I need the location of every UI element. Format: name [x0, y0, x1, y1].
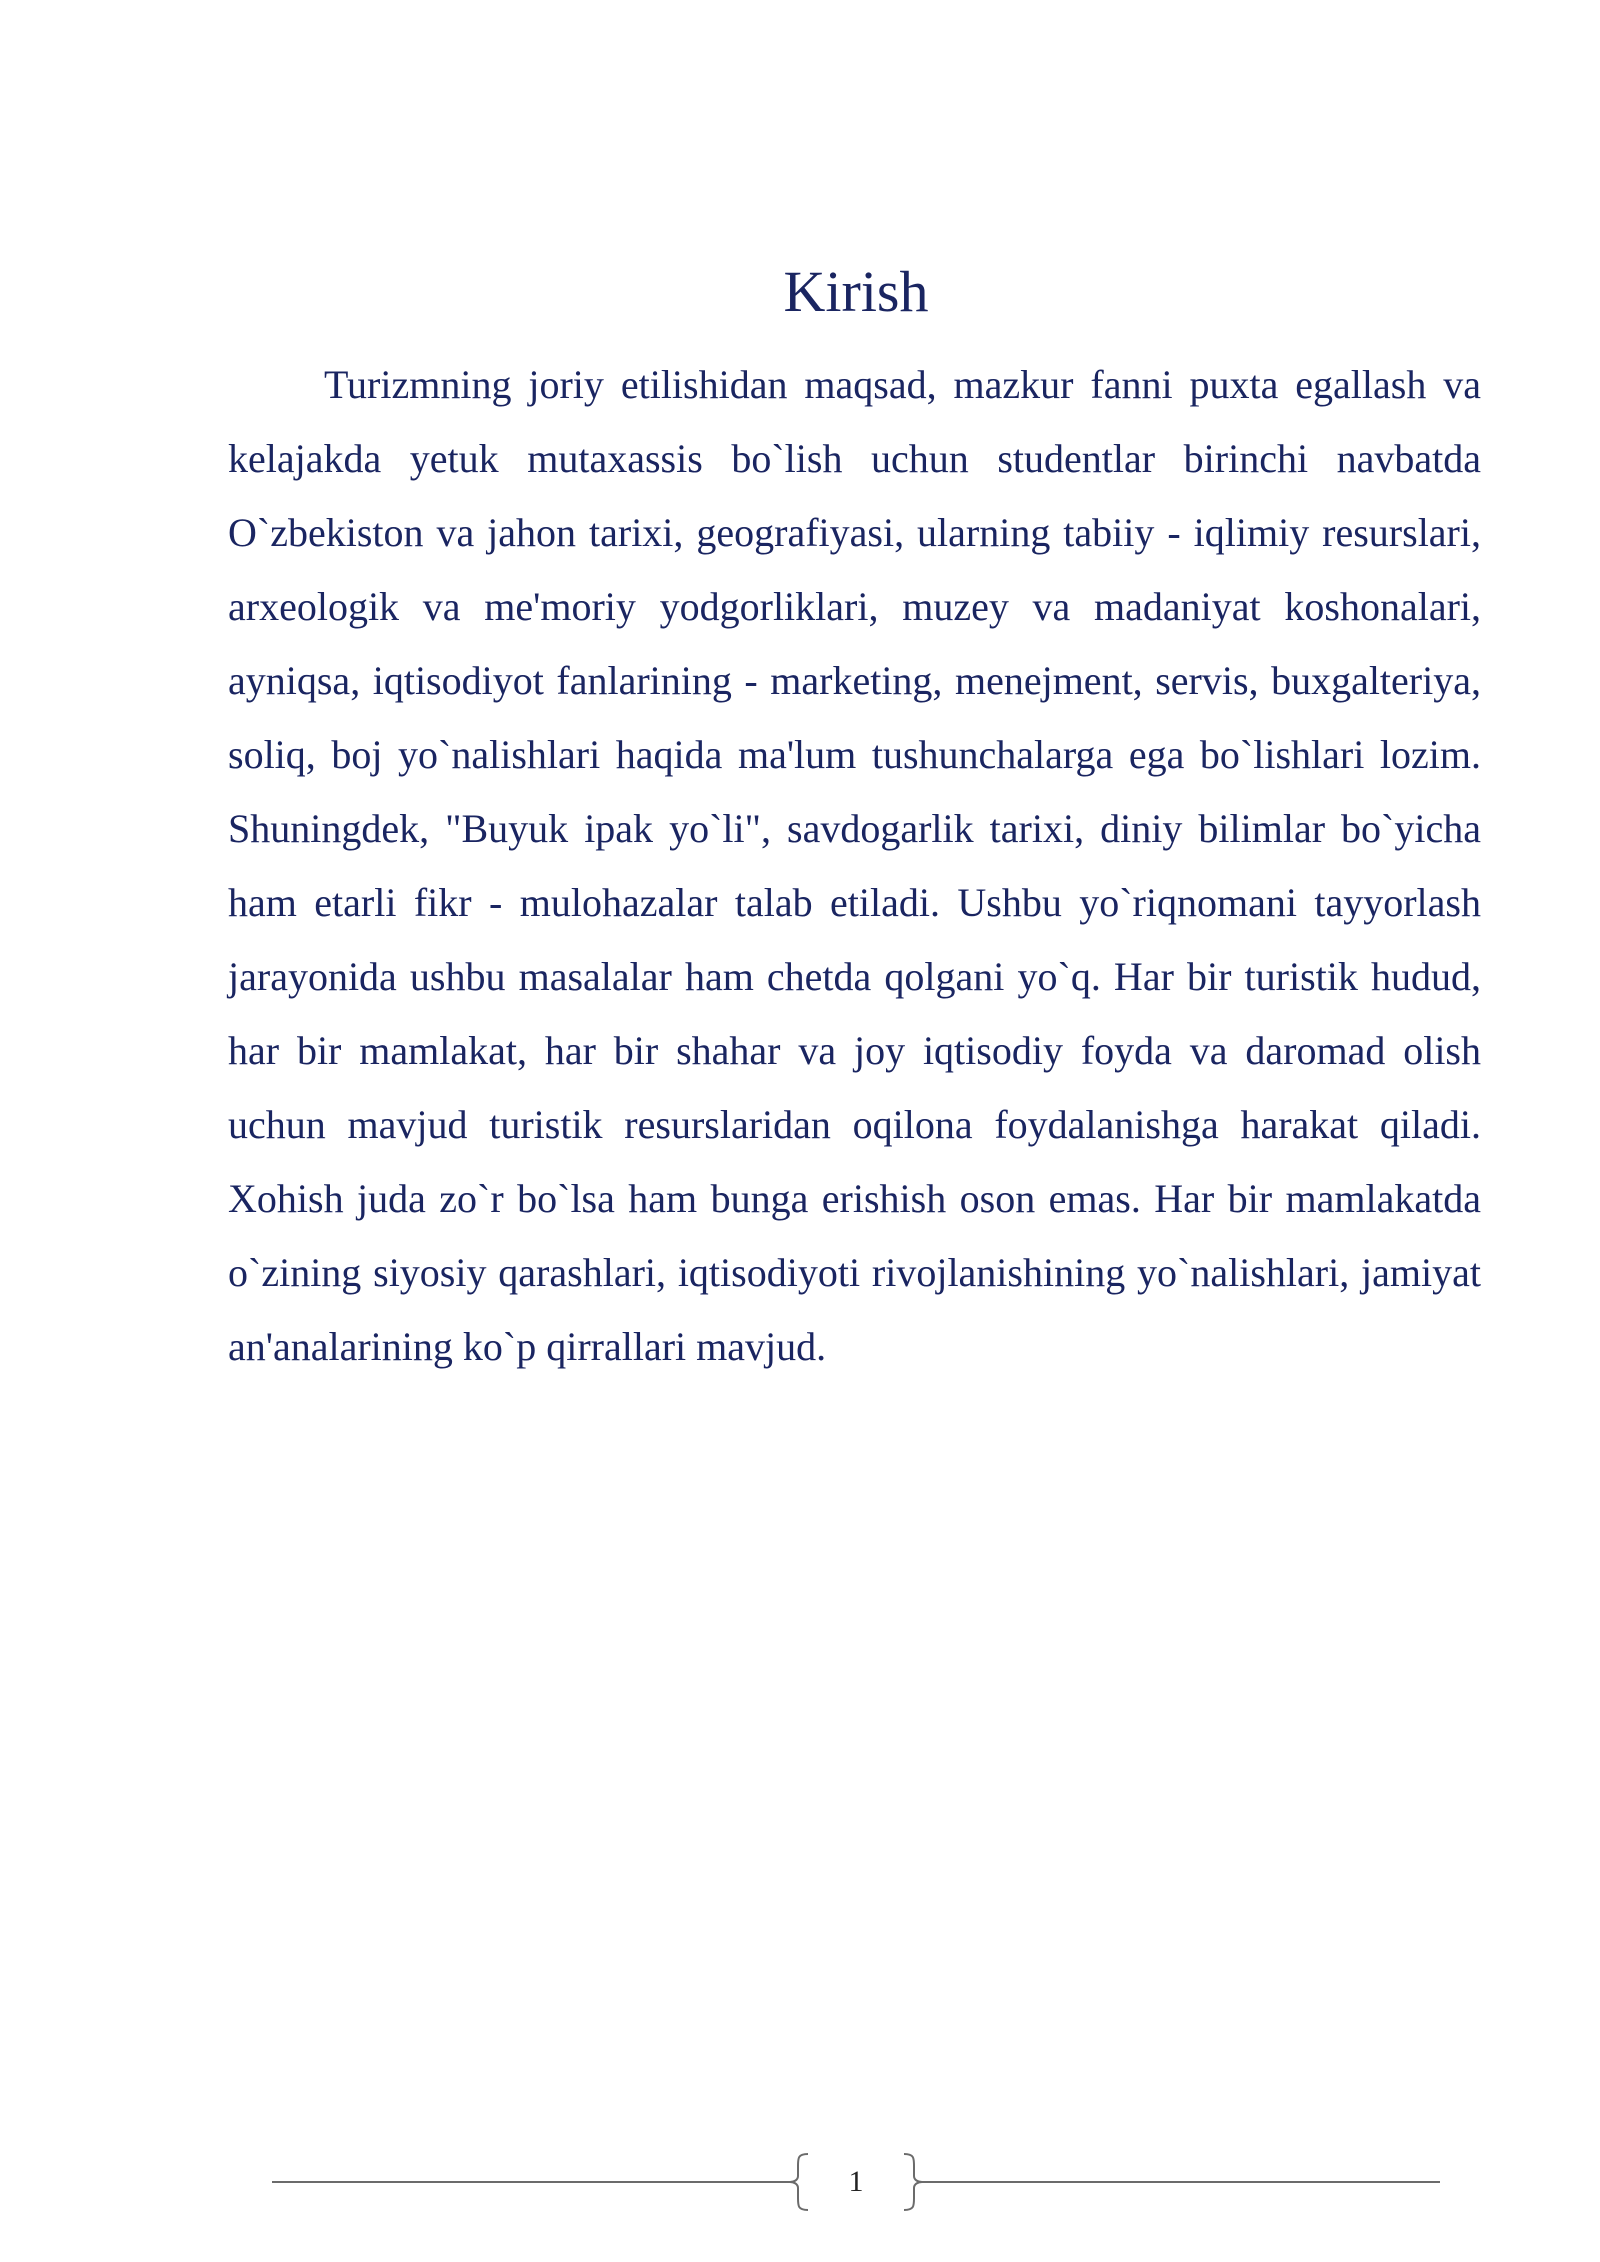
- footer-rule-right: [920, 2181, 1440, 2183]
- left-brace-icon: [784, 2152, 814, 2212]
- body-paragraph: Turizmning joriy etilishidan maqsad, mazkur fanni puxta egallash va kelajakda yetuk mutaxassis bo`lish uchun studentlar birinchi navbatda O`zbekiston va jahon tarixi, geografiyasi, ularning tabiiy - iqlimiy resurslari, arxeologik va me'moriy yodgorliklari, muzey va madaniyat koshonalari, ayniqsa, iqtisodiyot fanlarining - marketing, menejment, servis, buxgalteriya, soliq, boj yo`nalishlari haqida ma'lum tushunchalarga ega bo`lishlari lozim. Shuningdek, "Buyuk ipak yo`li", savdogarlik tarixi, diniy bilimlar bo`yicha ham etarli fikr - mulohazalar talab etiladi. Ushbu yo`riqnomani tayyorlash jarayonida ushbu masalalar ham chetda qolgani yo`q. Har bir turistik hudud, har bir mamlakat, har bir shahar va joy iqtisodiy foyda va daromad olish uchun mavjud turistik resurslaridan oqilona foydalanishga harakat qiladi. Xohish juda zo`r bo`lsa ham bunga erishish oson emas. Har bir mamlakatda o`zining siyosiy qarashlari, iqtisodiyoti rivojlanishining yo`nalishlari, jamiyat an'analarining ko`p qirrallari mavjud.: [228, 362, 1481, 1369]
- page-footer: [272, 2150, 1440, 2214]
- footer-rule-left: [272, 2181, 792, 2183]
- page-number: 1: [848, 2165, 864, 2198]
- page-title: Kirish: [783, 259, 929, 324]
